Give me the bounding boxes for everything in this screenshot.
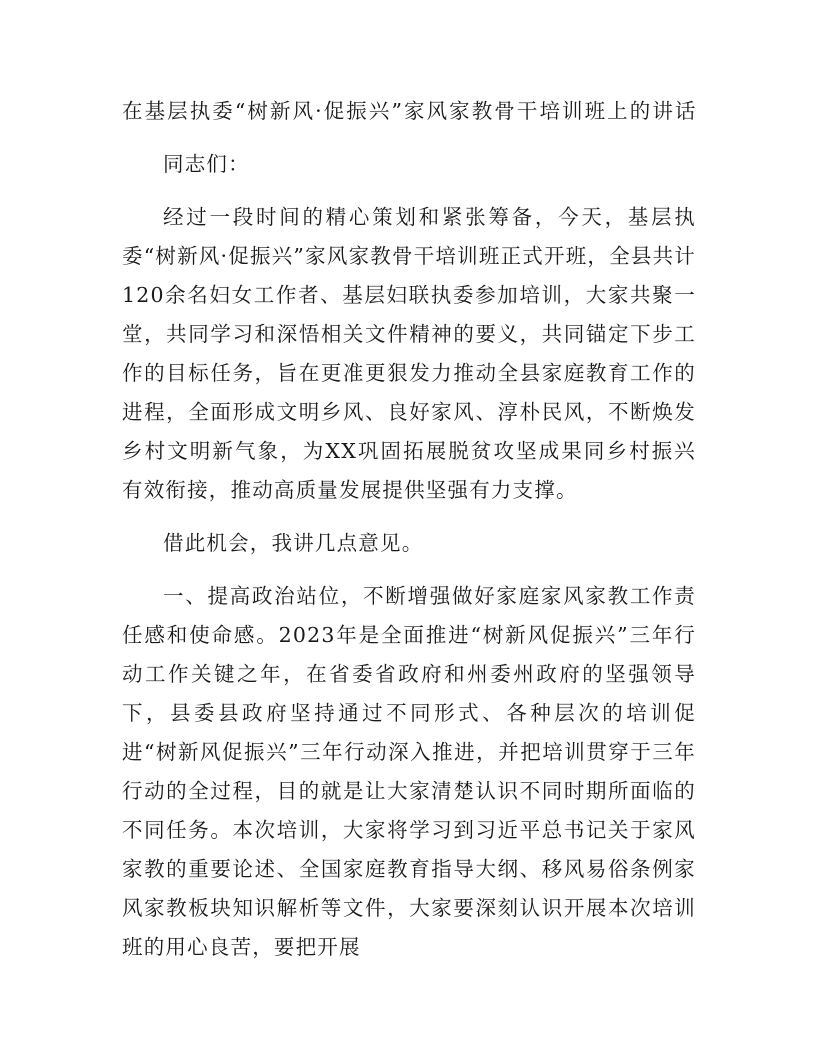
paragraph-transition: 借此机会，我讲几点意见。 [163, 531, 424, 555]
speech-title: 在基层执委“树新风·促振兴”家风家教骨干培训班上的讲话 [122, 99, 696, 123]
salutation: 同志们： [163, 152, 250, 176]
document-body [122, 92, 696, 981]
paragraph-point-one: 一、提高政治站位，不断增强做好家庭家风家教工作责任感和使命感。2023年是全面推进“树新风促振兴”三年行动工作关键之年，在省委省政府和州委州政府的坚强领导下，县委县政府坚持通过不同形式、各种层次的培训促进“树新风促振兴”三年行动深入推进，并把培训贯穿于三年行动的全过程，目的就是让大家清楚认识不同时期所面临的不同任务。本次培训，大家将学习到习近平总书记关于家风家教的重要论述、全国家庭教育指导大纲、移风易俗条例家风家教板块知识解析等文件，大家要深刻认识开展本次培训班的用心良苦，要把开展 [122, 584, 696, 959]
paragraph-opening: 经过一段时间的精心策划和紧张筹备，今天，基层执委“树新风·促振兴”家风家教骨干培训班正式开班，全县共计120余名妇女工作者、基层妇联执委参加培训，大家共聚一堂，共同学习和深悟相关文件精神的要义，共同锚定下步工作的目标任务，旨在更准更狠发力推动全县家庭教育工作的进程，全面形成文明乡风、良好家风、淳朴民风，不断焕发乡村文明新气象，为XX巩固拓展脱贫攻坚成果同乡村振兴有效衔接，推动高质量发展提供坚强有力支撑。 [122, 205, 696, 502]
